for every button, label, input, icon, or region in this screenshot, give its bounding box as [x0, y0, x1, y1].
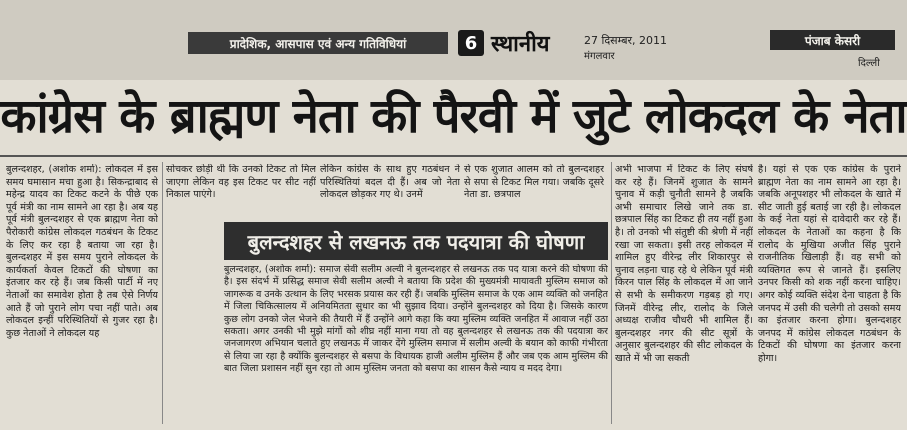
- main-headline: कांग्रेस के ब्राह्मण नेता की पैरवी में जुटे लोकदल के नेता: [0, 89, 907, 144]
- section-name: स्थानीय: [491, 32, 550, 57]
- edition-city: दिल्ली: [858, 58, 880, 69]
- story2-body: बुलन्दशहर, (अशोक शर्मा): समाज सेवी सलीम अल्वी ने बुलन्दशहर से लखनऊ तक पद यात्रा करने की घोषणा की है। इस संदर्भ में प्रसिद्ध समाज सेवी सलीम अल्वी ने बताया कि प्रदेश की मुख्यमंत्री मायावती मुस्लिम समाज को जागरूक व उनके उत्थान के लिए भरसक प्रयास कर रही हैं। जबकि मुस्लिम समाज के एक आम व्यक्ति को जनहित में जिला चिकित्सालय में अनियमितता सुधार का भी सुझाव दिया। उन्होंने बुलन्दशहर को दिया है। जिसके कारण कुछ लोग उनको जेल भेजने की तैयारी में हैं उन्होंने आगे कहा कि क्या मुस्लिम व्यक्ति जनहित में आवाज नहीं उठा सकता। अगर उनकी भी मुझे मांगों को शीघ्र नहीं माना गया तो वह बुलन्दशहर से लखनऊ तक की पदयात्रा कर जनजागरण अभियान चलाते हुए लखनऊ में जाकर देंगे मुस्लिम समाज में सलीम अल्वी के बयान को काफी गंभीरता से लिया जा रहा है क्योंकि बुलन्दशहर से बसपा के विधायक हाजी अलीम मुस्लिम हैं और जब एक आम मुस्लिम की बात जिला प्रशासन नहीं सुन रहा तो आम मुस्लिम जनता को बसपा का शासन कैसे न्याय व मदद देगा।: [224, 264, 608, 375]
- day: मंगलवार: [584, 51, 615, 62]
- column-divider: [162, 162, 163, 424]
- article-column-6: है। यहां से एक एक कांग्रेस के पुराने ब्राह्मण नेता का नाम सामने आ रहा है। जबकि अनूपशहर भी लोकदल के खाते में सीट जाती हुई बताई जा रही है। लोकदल के कई नेता यहां से दावेदारी कर रहे हैं। लोकदल के नेताओं का कहना है कि रालोद के मुखिया अजीत सिंह पुराने राजनीतिक खिलाड़ी हैं। वह सभी को व्यक्तिगत रूप से जानते हैं। इसलिए उनपर किसी को शक नहीं करना चाहिए। अगर कोई व्यक्ति संदेश देना चाहता है कि जनपद में उसी की चलेगी तो उसको समय का इंतजार करना होगा। बुलन्दशहर जनपद में कांग्रेस लोकदल गठबंधन के टिकटों की घोषणा का इंतजार करना होगा।: [758, 164, 901, 364]
- article-column-1: बुलन्दशहर, (अशोक शर्मा): लोकदल में इस समय घमासान मचा हुआ है। सिकन्द्राबाद से महेन्द्र यादव का टिकट कटने के पीछे एक पूर्व मंत्री का नाम सामने आ रहा है। अब यह पूर्व मंत्री बुलन्दशहर से एक ब्राह्मण नेता को पैरोकारी कांग्रेस लोकदल गठबंधन के टिकट के लिए कर रहा है बताया जा रहा है। बुलन्दशहर में इस समय पुराने लोकदल के कार्यकर्ता केवल टिकटों की घोषणा का इंतजार कर रहे हैं। जब किसी पार्टी में नए नेताओं का समावेश होता है तब ऐसे निर्णय आते हैं जो पुराने लोग पचा नहीं पाते। अब लोकदल इन्हीं परिस्थितियों से गुजर रहा है। कुछ नेताओं ने लोकदल यह: [6, 164, 158, 339]
- date: 27 दिसम्बर, 2011: [584, 34, 667, 47]
- section-bar: प्रादेशिक, आसपास एवं अन्य गतिविधियां: [188, 32, 448, 54]
- article-column-5: अभी भाजपा में टिकट के लिए संघर्ष कर रहे हैं। जिनमें शुजात के सामने चुनाव में कड़ी चुनौती सामने है जबकि अभी समाचार लिखे जाने तक डा. छत्रपाल सिंह का टिकट ही तय नहीं हुआ है। तो उनको भी संतुष्टी की श्रेणी में नहीं रखा जा सकता। इसी तरह लोकदल में शामिल हुए वीरेन्द्र लीर शिकारपुर से चुनाव लड़ना चाह रहे थे लेकिन पूर्व मंत्री किरन पाल सिंह के लोकदल में आ जाने से सभी के समीकरण गड़बड़ हो गए। जिनमें वीरेन्द्र लीर, रालोद के जिले अध्यक्ष राजीव चौधरी भी शामिल हैं। बुलन्दशहर नगर की सीट सूत्रों के अनुसार बुलन्दशहर की सीट लोकदल के खाते में भी जा सकती: [615, 164, 753, 364]
- headline-rule: [0, 155, 907, 157]
- article-column-4: से एक शुजात आलम को तो बुलन्दशहर से सपा से टिकट मिल गया। जबकि दूसरे नेता डा. छत्रपाल: [464, 164, 604, 201]
- page-number: 6: [458, 30, 484, 56]
- column-divider: [611, 162, 612, 424]
- article-column-2: सोचकर छोड़ी थी कि उनको टिकट तो मिल जाएगा लेकिन वह इस टिकट पर सीट नहीं निकाल पाएंगे।: [166, 164, 316, 201]
- newspaper-name: पंजाब केसरी: [770, 30, 895, 50]
- article-column-3: लेकिन कांग्रेस के साथ हुए गठबंधन ने परिस्थितियां बदल दी हैं। अब जो नेता लोकदल छोड़कर गए थे। उनमें: [320, 164, 460, 201]
- story2-headline: बुलन्दशहर से लखनऊ तक पदयात्रा की घोषणा: [224, 222, 608, 260]
